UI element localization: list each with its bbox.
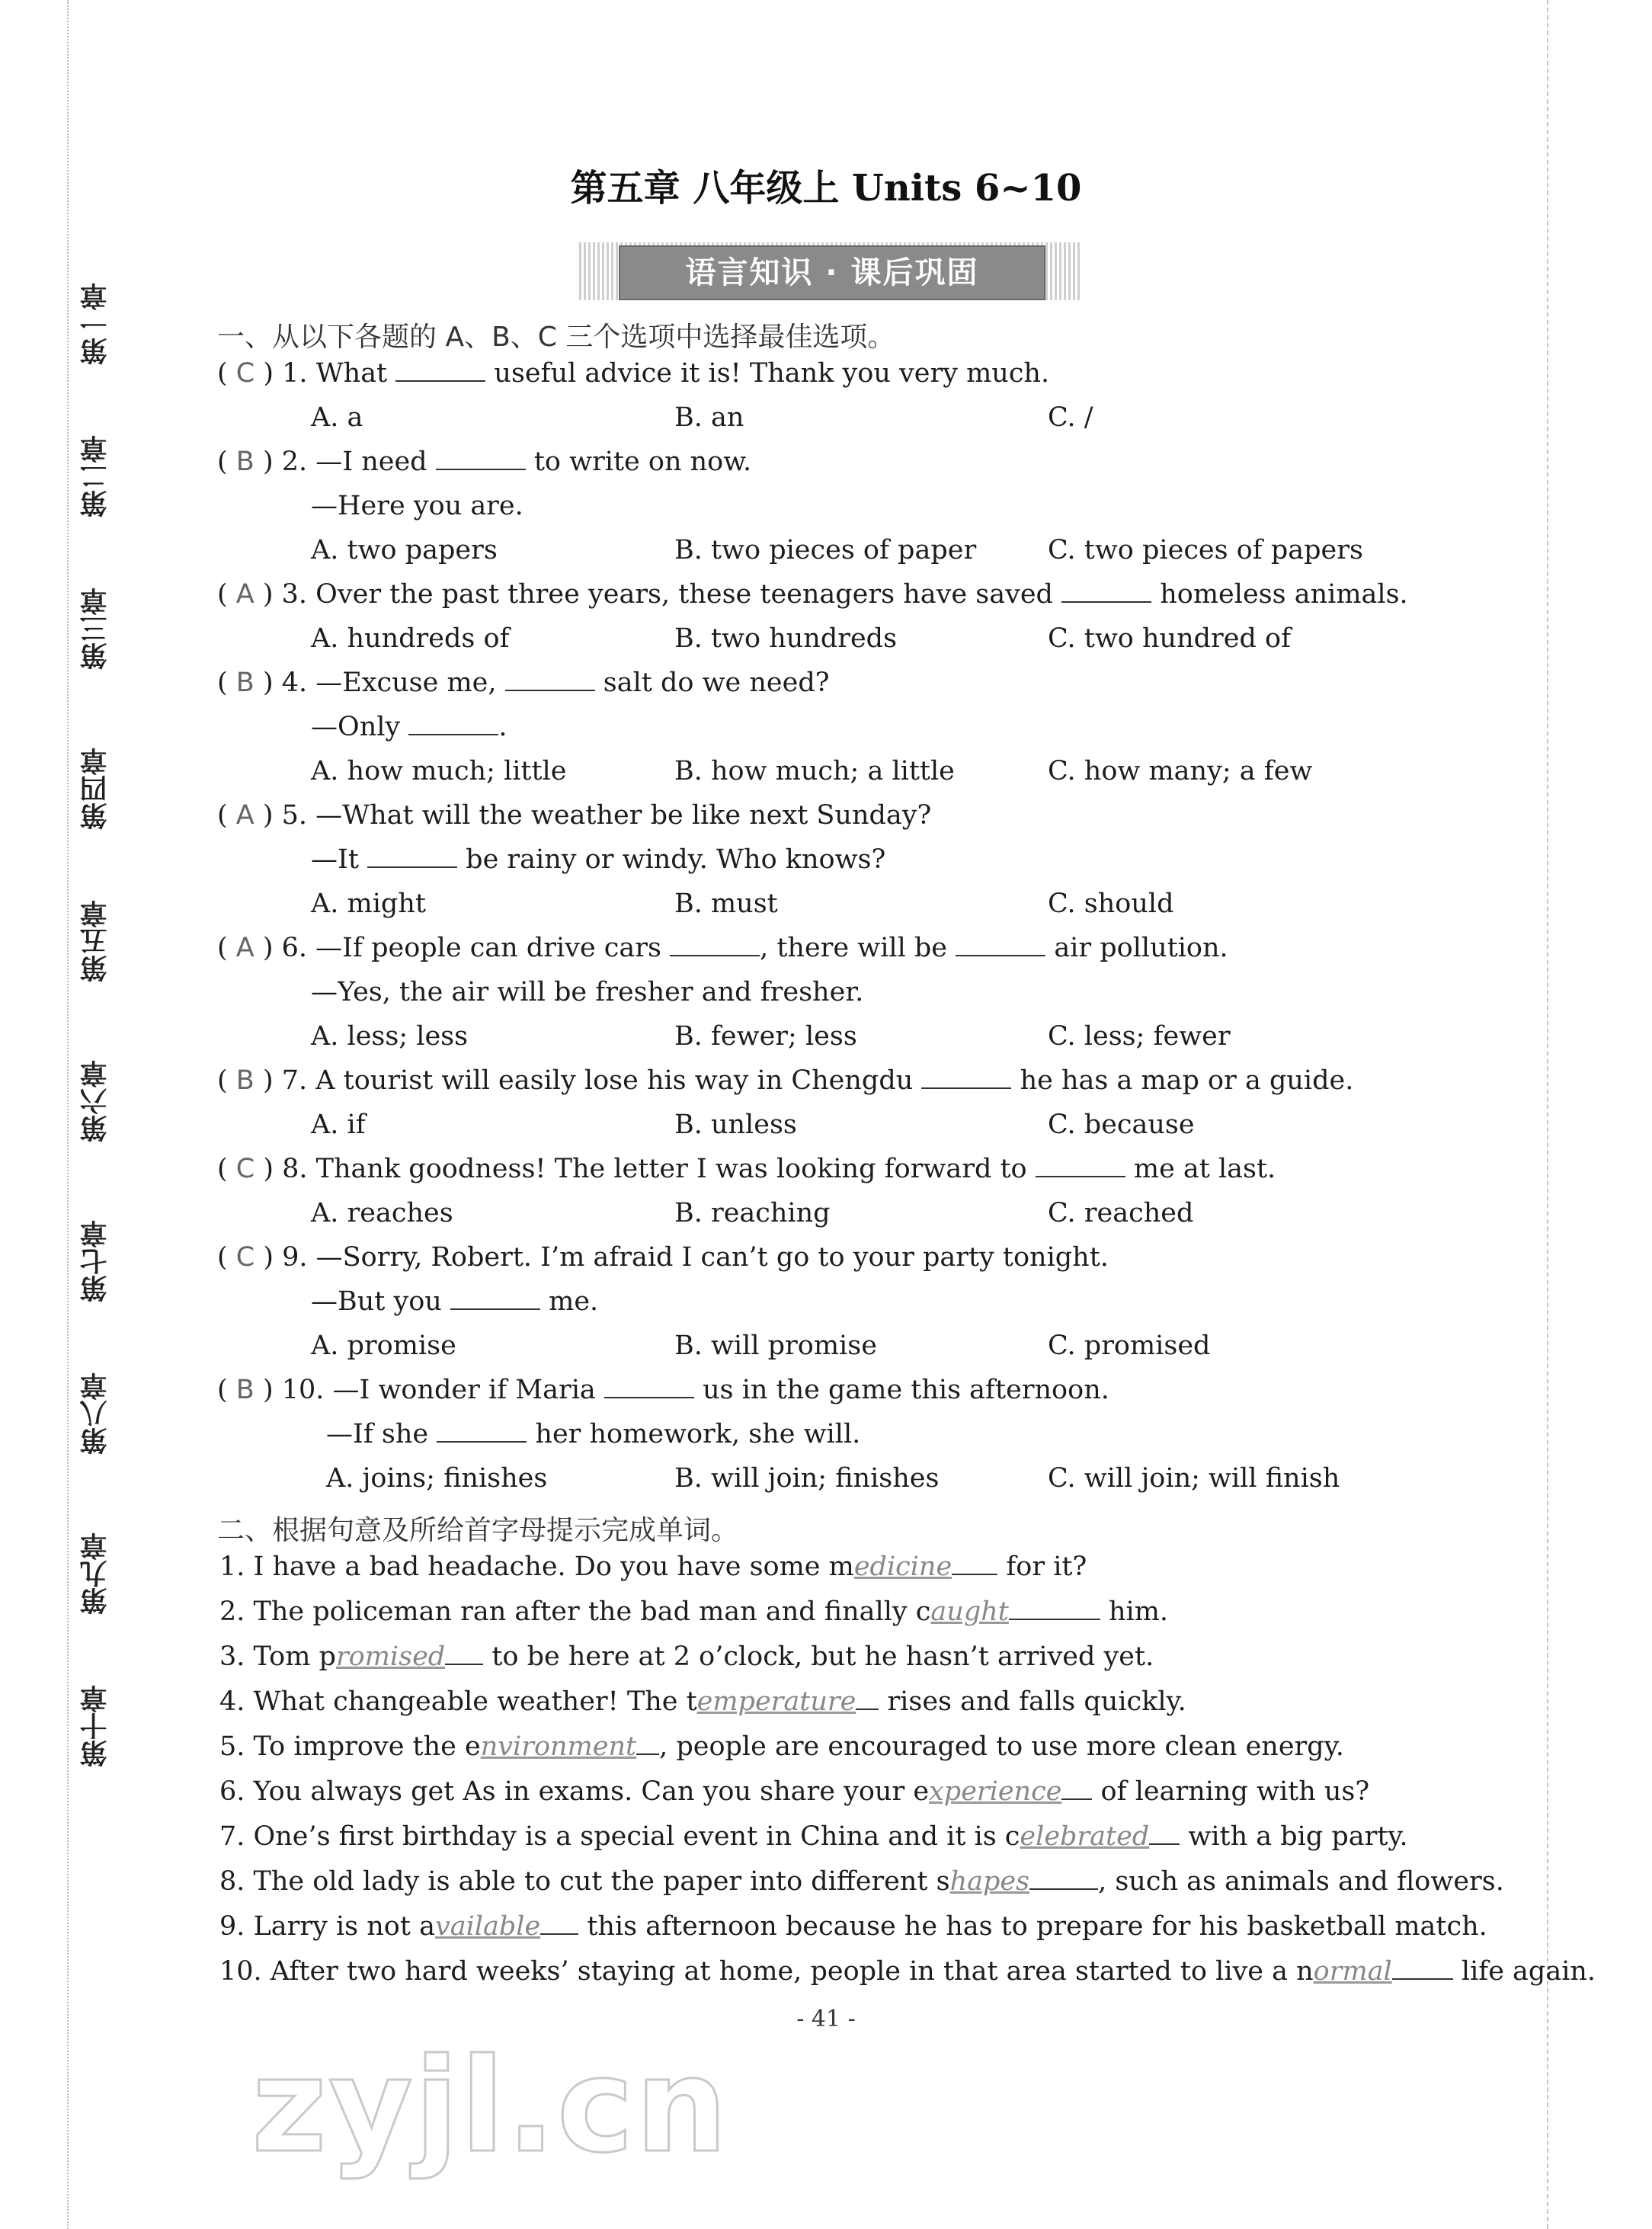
watermark-logo: zyjl.cn — [251, 2031, 729, 2182]
option-b[interactable]: B. will promise — [674, 1331, 877, 1361]
option-a[interactable]: A. how much; little — [311, 756, 567, 786]
item-text: 5. To improve the e — [219, 1731, 481, 1762]
reply-text: —But you — [311, 1286, 442, 1317]
blank — [952, 1552, 997, 1575]
side-tab-8[interactable]: 第八章 — [80, 1372, 111, 1455]
written-answer[interactable]: ormal — [1313, 1956, 1392, 1987]
item-text: rises and falls quickly. — [887, 1686, 1186, 1717]
side-tab-5[interactable]: 第五章 — [80, 900, 111, 982]
fill-item-10 — [219, 1956, 1596, 1987]
question-2-reply: —Here you are. — [311, 491, 523, 521]
option-a[interactable]: A. a — [311, 402, 363, 433]
blank — [540, 1912, 578, 1935]
blank — [445, 1642, 483, 1665]
option-c[interactable]: C. because — [1048, 1110, 1195, 1140]
side-tab-4[interactable]: 第四章 — [80, 748, 111, 830]
question-text: ) 1. What — [263, 358, 388, 389]
banner-label: 语言知识 · 课后巩固 — [619, 245, 1045, 300]
side-tab-10[interactable]: 第十章 — [80, 1685, 111, 1767]
section-banner — [579, 242, 1082, 300]
question-5-reply — [311, 844, 885, 875]
question-2: ( B ) 2. —I need to write on now. — [217, 447, 752, 477]
question-9: ( C ) 9. —Sorry, Robert. I’m afraid I can’t go to your party tonight. — [217, 1242, 1109, 1273]
option-b[interactable]: B. two hundreds — [674, 623, 898, 654]
question-text: ) 9. —Sorry, Robert. I’m afraid I can’t go to your party tonight. — [263, 1242, 1109, 1273]
option-b[interactable]: B. an — [674, 402, 744, 433]
option-b[interactable]: B. reaching — [674, 1198, 831, 1228]
blank — [408, 713, 498, 735]
cut-edge-line — [1547, 0, 1548, 2229]
option-c[interactable]: C. how many; a few — [1048, 756, 1313, 786]
answer-mark: C — [235, 1154, 255, 1184]
fill-item-8 — [219, 1866, 1504, 1897]
blank — [1036, 1155, 1125, 1177]
question-text: to write on now. — [533, 447, 752, 477]
answer-mark: A — [235, 933, 255, 963]
item-text: 4. What changeable weather! The t — [219, 1686, 697, 1717]
fill-item-2 — [219, 1596, 1168, 1627]
question-7: ( B ) 7. A tourist will easily lose his way in Chengdu he has a map or a guide. — [217, 1065, 1354, 1096]
answer-mark: B — [235, 1375, 255, 1405]
blank — [1029, 1867, 1098, 1890]
question-8: ( C ) 8. Thank goodness! The letter I was looking forward to me at last. — [217, 1154, 1276, 1184]
question-text: ) 7. A tourist will easily lose his way in Chengdu — [262, 1065, 914, 1096]
option-c[interactable]: C. less; fewer — [1048, 1021, 1231, 1052]
fill-item-6 — [219, 1776, 1369, 1807]
question-6-reply: —Yes, the air will be fresher and fresher. — [311, 977, 864, 1007]
item-text: 3. Tom p — [219, 1641, 336, 1672]
question-text: ) 5. —What will the weather be like next Sunday? — [262, 800, 932, 831]
question-text: ) 2. —I need — [262, 447, 427, 477]
option-c[interactable]: C. will join; will finish — [1048, 1463, 1340, 1494]
written-answer[interactable]: vailable — [434, 1911, 541, 1942]
reply-text: —Only — [311, 712, 401, 742]
question-10-reply — [326, 1419, 860, 1449]
question-3: ( A ) 3. Over the past three years, these teenagers have saved homeless animals. — [217, 579, 1408, 610]
written-answer[interactable]: aught — [930, 1596, 1009, 1627]
fill-item-9 — [219, 1911, 1487, 1942]
item-text: this afternoon because he has to prepare for his basketball match. — [587, 1911, 1487, 1942]
question-text: he has a map or a guide. — [1020, 1065, 1354, 1096]
blank — [636, 1732, 659, 1755]
option-a[interactable]: A. hundreds of — [311, 623, 510, 654]
written-answer[interactable]: edicine — [853, 1552, 952, 1582]
option-b[interactable]: B. must — [674, 889, 778, 919]
item-text: of learning with us? — [1100, 1776, 1370, 1807]
blank — [395, 359, 485, 382]
option-a[interactable]: A. reaches — [311, 1198, 453, 1228]
question-10: ( B ) 10. —I wonder if Maria us in the game this afternoon. — [217, 1375, 1109, 1405]
item-text: 2. The policeman ran after the bad man and finally c — [219, 1596, 931, 1627]
question-text: me at last. — [1133, 1154, 1276, 1184]
option-c[interactable]: C. two hundred of — [1048, 623, 1292, 654]
side-tab-3[interactable]: 第三章 — [80, 588, 111, 670]
item-text: him. — [1108, 1596, 1169, 1627]
question-1: ( C ) 1. What useful advice it is! Thank you very much. — [217, 358, 1050, 389]
blank — [436, 447, 526, 470]
written-answer[interactable]: nvironment — [480, 1731, 637, 1762]
blank — [921, 1066, 1011, 1089]
item-text: , such as animals and flowers. — [1098, 1866, 1504, 1897]
blank — [437, 1420, 527, 1443]
blank — [450, 1287, 540, 1310]
answer-mark: A — [235, 800, 255, 831]
option-a[interactable]: A. joins; finishes — [326, 1463, 548, 1494]
item-text: with a big party. — [1188, 1821, 1408, 1852]
question-text: homeless animals. — [1160, 579, 1408, 610]
side-tab-9[interactable]: 第九章 — [80, 1532, 111, 1615]
question-text: ) 10. —I wonder if Maria — [262, 1375, 596, 1405]
reply-text: be rainy or windy. Who knows? — [466, 844, 886, 875]
blank — [1392, 1957, 1453, 1980]
fill-item-1 — [219, 1552, 1087, 1582]
item-text: 9. Larry is not a — [219, 1911, 435, 1942]
option-a[interactable]: A. less; less — [311, 1021, 469, 1052]
item-text: life again. — [1461, 1956, 1596, 1987]
blank — [505, 668, 595, 691]
question-text: , there will be — [760, 933, 948, 963]
section-1-heading: 一、从以下各题的 A、B、C 三个选项中选择最佳选项。 — [217, 322, 895, 353]
item-text: , people are encouraged to use more clean energy. — [659, 1731, 1344, 1762]
option-a[interactable]: A. promise — [311, 1331, 456, 1361]
question-text: salt do we need? — [603, 668, 830, 698]
item-text: 7. One’s first birthday is a special event in China and it is c — [219, 1821, 1020, 1852]
option-b[interactable]: B. how much; a little — [674, 756, 955, 786]
answer-mark: B — [235, 1065, 255, 1096]
question-text: ) 4. —Excuse me, — [262, 668, 497, 698]
written-answer[interactable]: romised — [335, 1641, 446, 1672]
reply-text: —It — [311, 844, 359, 875]
question-text: us in the game this afternoon. — [703, 1375, 1109, 1405]
question-5: ( A ) 5. —What will the weather be like next Sunday? — [217, 800, 932, 831]
option-c[interactable]: C. promised — [1048, 1331, 1211, 1361]
item-text: 10. After two hard weeks’ staying at home, people in that area started to live a n — [219, 1956, 1314, 1987]
option-b[interactable]: B. will join; finishes — [674, 1463, 940, 1494]
item-text: 8. The old lady is able to cut the paper into different s — [219, 1866, 950, 1897]
blank — [856, 1687, 879, 1710]
question-text: ) 6. —If people can drive cars — [262, 933, 661, 963]
written-answer[interactable]: emperature — [696, 1686, 856, 1717]
question-6: ( A ) 6. —If people can drive cars , there will be air pollution. — [217, 933, 1228, 963]
reply-text: me. — [549, 1286, 599, 1317]
side-tab-7[interactable]: 第七章 — [80, 1220, 111, 1302]
binding-edge-line — [67, 0, 69, 2229]
blank — [1009, 1597, 1100, 1620]
fill-item-7 — [219, 1821, 1408, 1852]
reply-text: her homework, she will. — [535, 1419, 861, 1449]
blank — [1061, 1777, 1092, 1800]
item-text: to be here at 2 o’clock, but he hasn’t arrived yet. — [491, 1641, 1154, 1672]
written-answer[interactable]: elebrated — [1020, 1821, 1150, 1852]
side-tab-6[interactable]: 第六章 — [80, 1060, 111, 1142]
written-answer[interactable]: xperience — [929, 1776, 1062, 1807]
option-a[interactable]: A. might — [311, 889, 426, 919]
blank — [604, 1376, 694, 1398]
blank — [670, 934, 760, 956]
option-c[interactable]: C. should — [1048, 889, 1174, 919]
item-text: for it? — [1006, 1552, 1087, 1582]
answer-mark: B — [235, 447, 255, 477]
blank — [1149, 1822, 1180, 1845]
fill-item-5 — [219, 1731, 1344, 1762]
answer-mark: C — [235, 358, 255, 389]
answer-mark: B — [235, 668, 255, 698]
option-a[interactable]: A. if — [311, 1110, 366, 1140]
option-c[interactable]: C. reached — [1048, 1198, 1194, 1228]
option-b[interactable]: B. unless — [674, 1110, 797, 1140]
item-text: 6. You always get As in exams. Can you share your e — [219, 1776, 930, 1807]
answer-mark: C — [235, 1242, 255, 1273]
blank — [1061, 580, 1151, 603]
question-text: ) 3. Over the past three years, these teenagers have saved — [262, 579, 1053, 610]
question-9-reply — [311, 1286, 598, 1317]
blank — [956, 934, 1045, 956]
option-a[interactable]: A. two papers — [311, 535, 498, 565]
option-c[interactable]: C. / — [1048, 402, 1093, 433]
section-2-heading: 二、根据句意及所给首字母提示完成单词。 — [217, 1515, 739, 1546]
blank — [367, 845, 457, 868]
question-text: air pollution. — [1054, 933, 1228, 963]
fill-item-3 — [219, 1641, 1154, 1672]
reply-text: —If she — [326, 1419, 429, 1449]
side-tab-1[interactable]: 第一章 — [80, 283, 111, 365]
page-number: - 41 - — [796, 2006, 856, 2032]
question-text: useful advice it is! Thank you very much. — [494, 358, 1050, 389]
written-answer[interactable]: hapes — [949, 1866, 1030, 1897]
question-4-reply: —Only . — [311, 712, 507, 742]
fill-item-4 — [219, 1686, 1186, 1717]
question-4: ( B ) 4. —Excuse me, salt do we need? — [217, 668, 830, 698]
option-c[interactable]: C. two pieces of papers — [1048, 535, 1363, 565]
question-text: ) 8. Thank goodness! The letter I was looking forward to — [263, 1154, 1027, 1184]
item-text: 1. I have a bad headache. Do you have some m — [219, 1552, 854, 1582]
page-title: 第五章 八年级上 Units 6~10 — [570, 167, 1082, 210]
answer-mark: A — [235, 579, 255, 610]
side-tab-2[interactable]: 第二章 — [80, 435, 111, 517]
option-b[interactable]: B. fewer; less — [674, 1021, 857, 1052]
option-b[interactable]: B. two pieces of paper — [674, 535, 977, 565]
